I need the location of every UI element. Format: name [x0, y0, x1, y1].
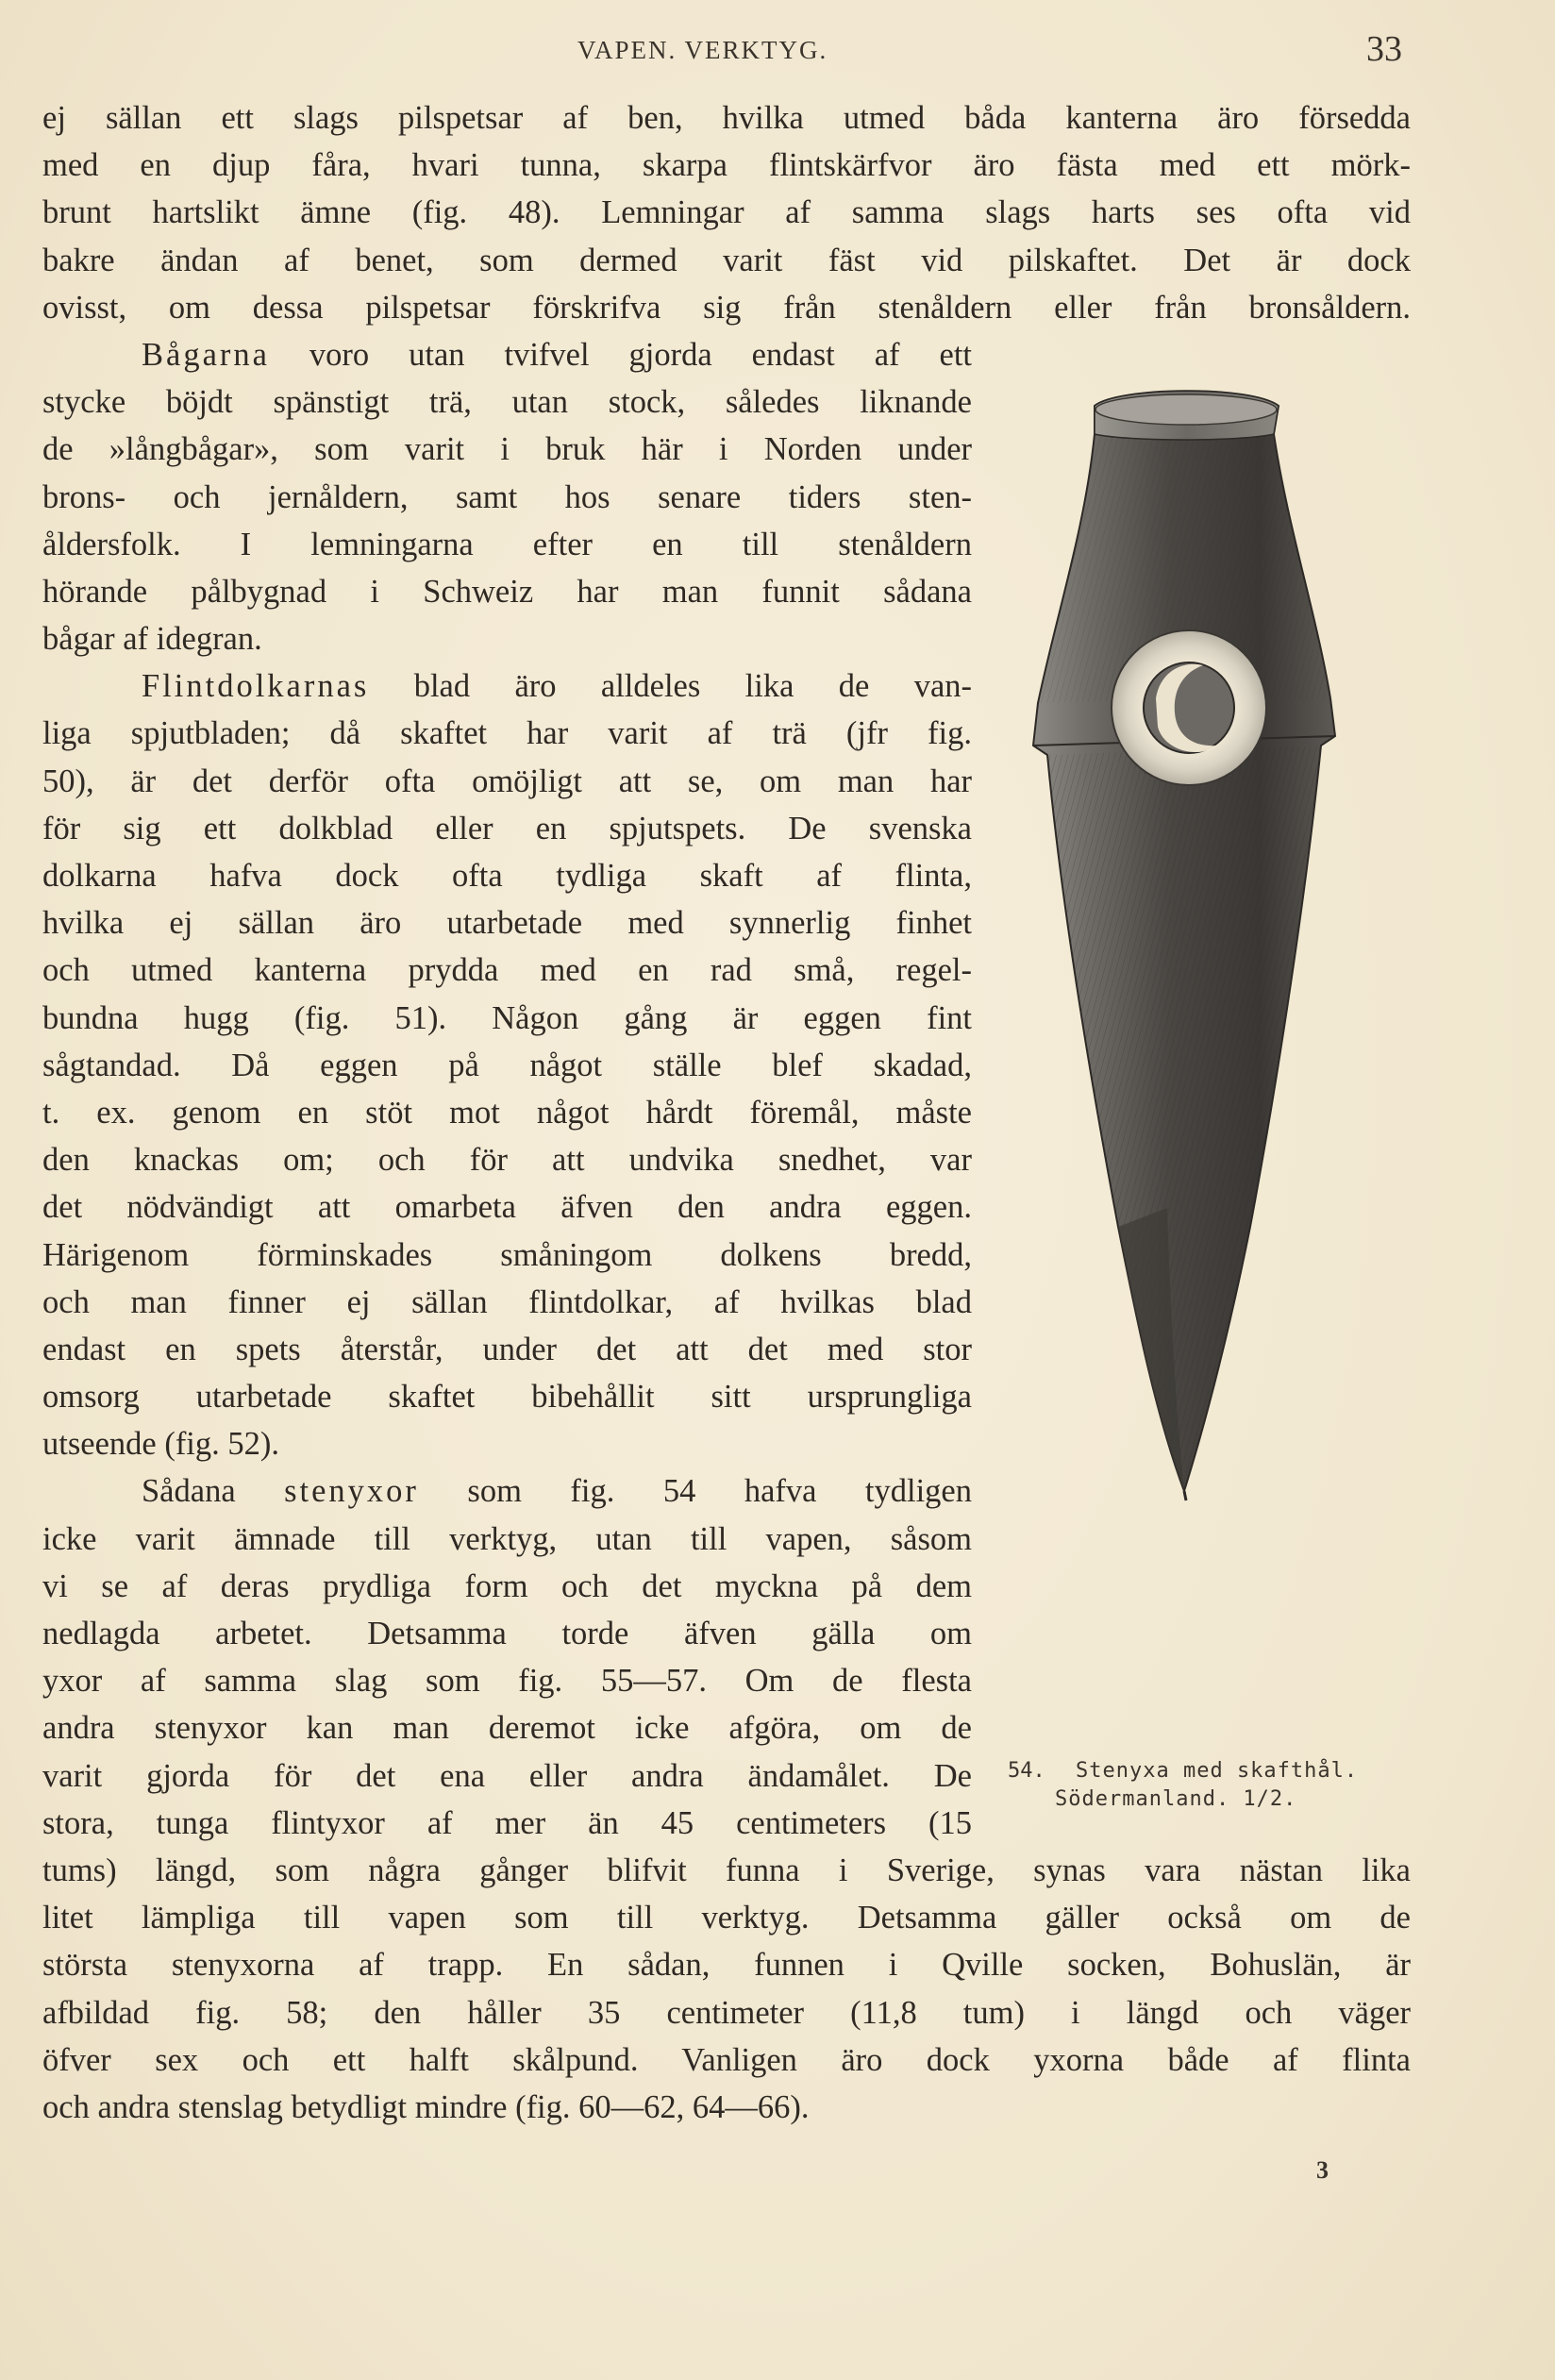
text-line: det nödvändigt att omarbeta äfven den andra eggen.: [42, 1189, 972, 1226]
text-line: yxor af samma slag som fig. 55—57. Om de flesta: [42, 1663, 972, 1700]
text-line: Härigenom förminskades småningom dolkens bredd,: [42, 1236, 972, 1273]
text-line: tums) längd, som några gånger blifvit funna i Sverige, synas vara nästan lika: [42, 1852, 1411, 1888]
running-title: VAPEN. VERKTYG.: [577, 36, 828, 64]
text-line: för sig ett dolkblad eller en spjutspets. De svenska: [42, 810, 972, 846]
text-line: varit gjorda för det ena eller andra ändamålet. De: [42, 1757, 972, 1794]
text-line: stora, tunga flintyxor af mer än 45 centimeters (15: [42, 1804, 972, 1841]
text-line: icke varit ämnade till verktyg, utan till vapen, såsom: [42, 1520, 972, 1557]
paragraph-flintdolkarnas-first-line: [42, 662, 972, 710]
text-line: hörande pålbygnad i Schweiz har man funnit sådana: [42, 573, 972, 610]
lead-word-stenyxor: stenyxor: [284, 1473, 419, 1510]
text-line: sågtandad. Då eggen på något ställe blef skadad,: [42, 1047, 972, 1083]
text-line: bågar af idegran.: [42, 621, 262, 658]
text-line: och utmed kanterna prydda med en rad små, regel-: [42, 952, 972, 989]
lead-word-bagarna: Bågarna: [142, 336, 270, 373]
text-line: stycke böjdt spänstigt trä, utan stock, således liknande: [42, 384, 972, 421]
text-line: och andra stenslag betydligt mindre (fig. 60—62, 64—66).: [42, 2088, 810, 2125]
text-line: åldersfolk. I lemningarna efter en till stenåldern: [42, 526, 972, 562]
text-line: bundna hugg (fig. 51). Någon gång är eggen fint: [42, 999, 972, 1036]
text-line: hvilka ej sällan äro utarbetade med synnerlig finhet: [42, 905, 972, 942]
text-line: brunt hartslikt ämne (fig. 48). Lemningar af samma slags harts ses ofta vid: [42, 194, 1411, 231]
text-line: dolkarna hafva dock ofta tydliga skaft af flinta,: [42, 858, 972, 894]
text-line: bakre ändan af benet, som dermed varit fäst vid pilskaftet. Det är dock: [42, 242, 1411, 278]
text-line: största stenyxorna af trapp. En sådan, funnen i Qville socken, Bohuslän, är: [42, 1947, 1411, 1984]
paragraph-bagarna-first-line: [42, 331, 972, 378]
figure-54-stone-axe: [1005, 377, 1368, 1746]
text-line: brons- och jernåldern, samt hos senare tiders sten-: [42, 478, 972, 515]
printer-signature-mark: 3: [1316, 2156, 1329, 2184]
text-line: öfver sex och ett halft skålpund. Vanligen äro dock yxorna både af flinta: [42, 2041, 1411, 2078]
text-fragment: som fig. 54 hafva tydligen: [418, 1473, 972, 1510]
text-line: omsorg utarbetade skaftet bibehållit sitt ursprungliga: [42, 1379, 972, 1416]
text-line: nedlagda arbetet. Detsamma torde äfven gälla om: [42, 1616, 972, 1651]
stone-axe-engraving: [1005, 377, 1368, 1746]
text-fragment: blad äro alldeles lika de van-: [369, 668, 972, 705]
running-head: [0, 28, 1555, 75]
text-line: t. ex. genom en stöt mot något hårdt föremål, måste: [42, 1094, 972, 1131]
text-line: litet lämpliga till vapen som till verktyg. Detsamma gäller också om de: [42, 1900, 1411, 1936]
text-fragment: Sådana: [142, 1473, 285, 1510]
text-line: de »långbågar», som varit i bruk här i Norden under: [42, 431, 972, 468]
figure-caption-title: Stenyxa med skafthål.: [1076, 1759, 1359, 1783]
figure-caption-provenance: Södermanland. 1/2.: [1055, 1787, 1297, 1811]
text-line: afbildad fig. 58; den håller 35 centimeter (11,8 tum) i längd och väger: [42, 1994, 1411, 2031]
text-line: och man finner ej sällan flintdolkar, af hvilkas blad: [42, 1283, 972, 1320]
page-number: 33: [1366, 29, 1402, 69]
text-line: ej sällan ett slags pilspetsar af ben, hvilka utmed båda kanterna äro försedda: [42, 100, 1411, 136]
lead-word-flintdolkarnas: Flintdolkarnas: [142, 668, 370, 705]
figure-number: 54.: [1008, 1759, 1045, 1783]
text-fragment: voro utan tvifvel gjorda endast af ett: [269, 336, 972, 373]
text-line: utseende (fig. 52).: [42, 1426, 280, 1463]
text-line: endast en spets återstår, under det att det med stor: [42, 1331, 972, 1367]
text-line: andra stenyxor kan man deremot icke afgöra, om de: [42, 1710, 972, 1747]
paragraph-stenyxor-first-line: [42, 1467, 972, 1515]
text-line: liga spjutbladen; då skaftet har varit af trä (jfr fig.: [42, 715, 972, 752]
text-line: den knackas om; och för att undvika snedhet, var: [42, 1142, 972, 1179]
text-line: vi se af deras prydliga form och det myckna på dem: [42, 1567, 972, 1604]
text-line: 50), är det derför ofta omöjligt att se, om man har: [42, 763, 972, 799]
text-line: ovisst, om dessa pilspetsar förskrifva sig från stenåldern eller från bronsåldern.: [42, 289, 1411, 326]
text-line: med en djup fåra, hvari tunna, skarpa flintskärfvor äro fästa med ett mörk-: [42, 147, 1411, 184]
